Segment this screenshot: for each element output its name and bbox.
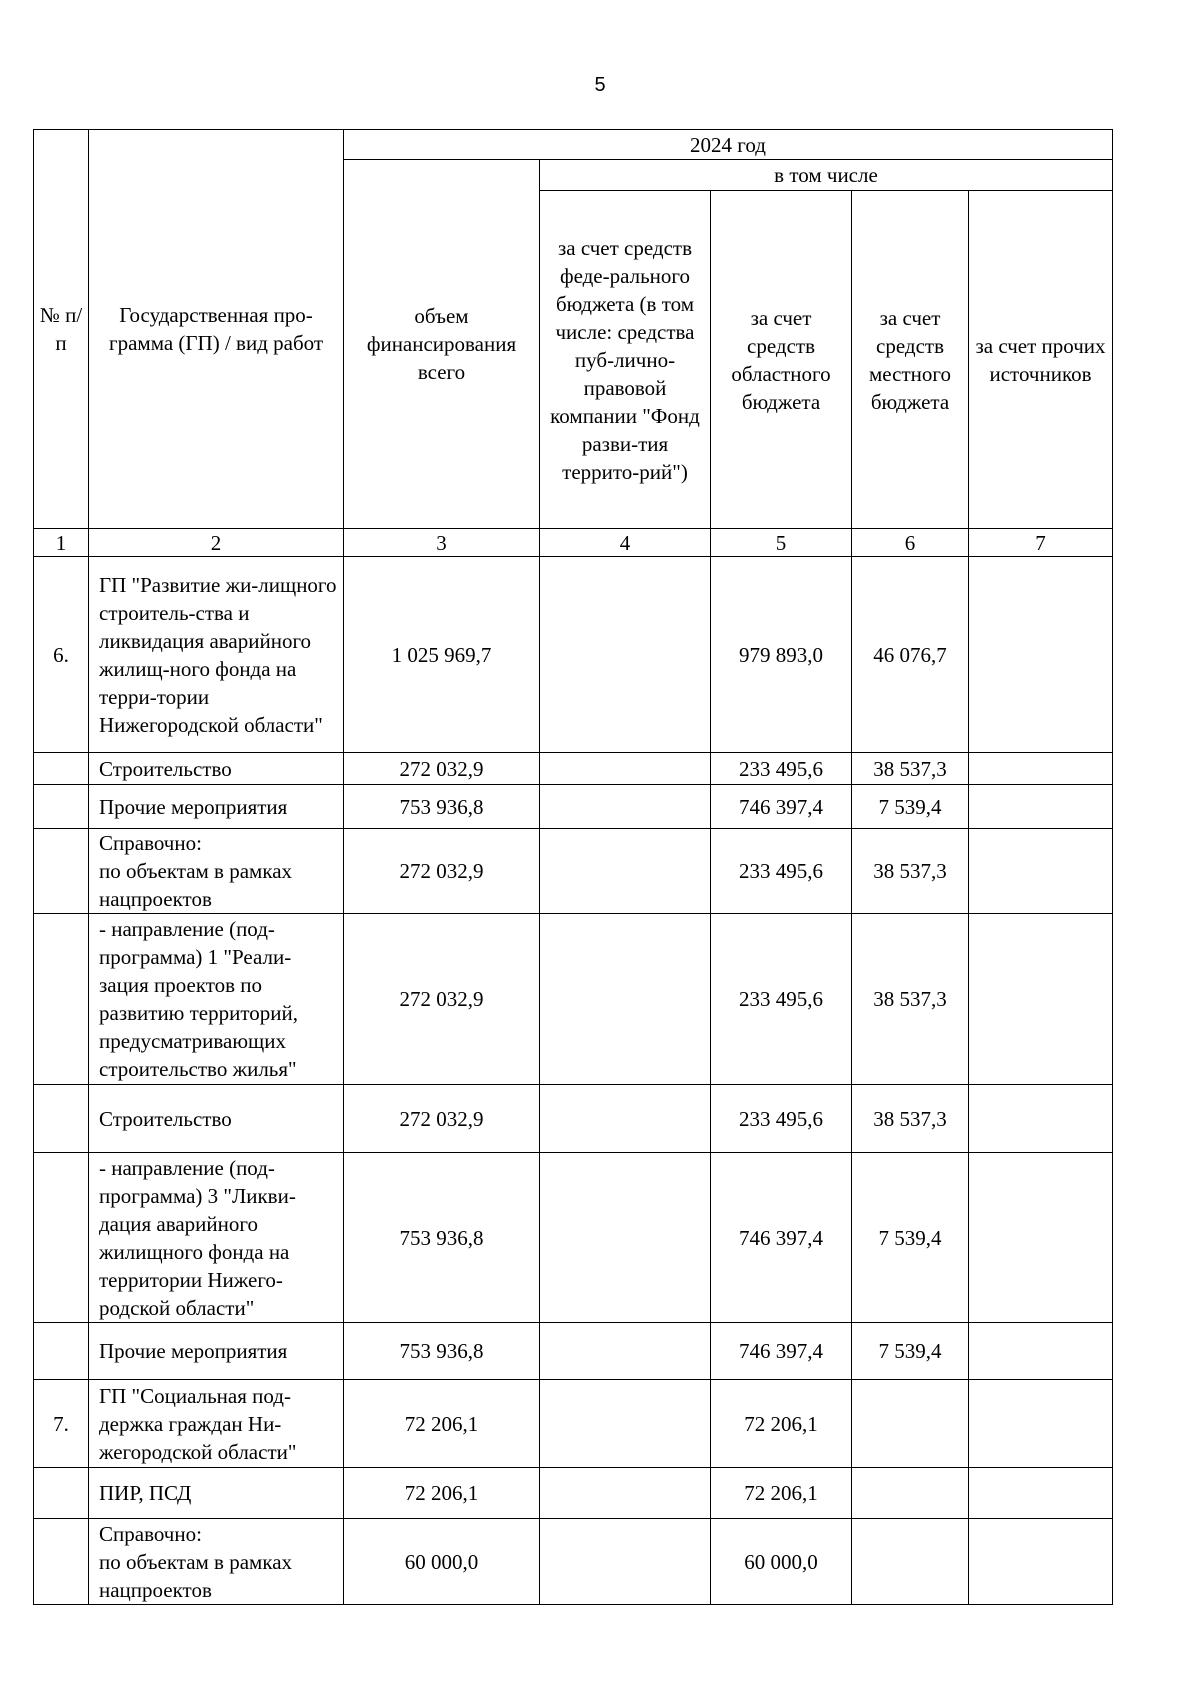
other-cell [969, 1323, 1113, 1380]
budget-table [33, 129, 1113, 1605]
header-year: 2024 год [344, 130, 1113, 160]
program-name-cell: - направление (под-программа) 3 "Ликви-дация аварийного жилищного фонда на территории Нижего-родской области" [89, 1153, 344, 1323]
index-cell: 1 [34, 529, 89, 557]
federal-cell [540, 1468, 711, 1519]
index-row [34, 529, 1113, 557]
local-cell: 38 537,3 [852, 753, 969, 785]
total-cell: 272 032,9 [344, 753, 540, 785]
local-cell [852, 1380, 969, 1468]
program-name-cell: Справочно: по объектам в рамках нацпроектов [89, 1519, 344, 1605]
program-name-cell: Строительство [89, 1085, 344, 1153]
federal-cell [540, 1085, 711, 1153]
federal-cell [540, 1153, 711, 1323]
program-name-cell: ГП "Социальная под-держка граждан Ни-жегородской области" [89, 1380, 344, 1468]
program-name-cell: - направление (под-программа) 1 "Реали-зация проектов по развитию территорий, предусматривающих строительство жилья" [89, 914, 344, 1085]
local-cell: 46 076,7 [852, 557, 969, 753]
federal-cell [540, 1380, 711, 1468]
row-number-cell [34, 1323, 89, 1380]
regional-cell: 746 397,4 [711, 785, 852, 829]
other-cell [969, 1519, 1113, 1605]
header-col-local: за счет средств местного бюджета [852, 191, 969, 529]
regional-cell: 233 495,6 [711, 914, 852, 1085]
total-cell: 753 936,8 [344, 1323, 540, 1380]
total-cell: 1 025 969,7 [344, 557, 540, 753]
other-cell [969, 753, 1113, 785]
local-cell [852, 1468, 969, 1519]
row-number-cell [34, 914, 89, 1085]
local-cell: 7 539,4 [852, 1323, 969, 1380]
local-cell [852, 1519, 969, 1605]
header-col-regional: за счет средств областного бюджета [711, 191, 852, 529]
local-cell: 38 537,3 [852, 829, 969, 914]
row-number-cell [34, 1153, 89, 1323]
other-cell [969, 1468, 1113, 1519]
table-row [34, 753, 1113, 785]
total-cell: 272 032,9 [344, 914, 540, 1085]
federal-cell [540, 557, 711, 753]
index-cell: 2 [89, 529, 344, 557]
table-row [34, 1380, 1113, 1468]
header-col-federal: за счет средств феде-рального бюджета (в том числе: средства пуб-лично-правовой компании "Фонд разви-тия террито-рий") [540, 191, 711, 529]
other-cell [969, 1153, 1113, 1323]
header-col-num: № п/п [34, 130, 89, 529]
program-name-cell: ГП "Развитие жи-лищного строитель-ства и ликвидация аварийного жилищ-ного фонда на терри-тории Нижегородской области" [89, 557, 344, 753]
local-cell: 38 537,3 [852, 1085, 969, 1153]
regional-cell: 746 397,4 [711, 1323, 852, 1380]
other-cell [969, 557, 1113, 753]
row-number-cell [34, 1085, 89, 1153]
federal-cell [540, 829, 711, 914]
row-number-cell: 7. [34, 1380, 89, 1468]
index-cell: 7 [969, 529, 1113, 557]
regional-cell: 979 893,0 [711, 557, 852, 753]
other-cell [969, 829, 1113, 914]
total-cell: 753 936,8 [344, 1153, 540, 1323]
regional-cell: 60 000,0 [711, 1519, 852, 1605]
total-cell: 753 936,8 [344, 785, 540, 829]
regional-cell: 233 495,6 [711, 753, 852, 785]
table-row [34, 785, 1113, 829]
federal-cell [540, 1323, 711, 1380]
program-name-cell: Прочие мероприятия [89, 1323, 344, 1380]
row-number-cell: 6. [34, 557, 89, 753]
total-cell: 72 206,1 [344, 1380, 540, 1468]
federal-cell [540, 1519, 711, 1605]
regional-cell: 233 495,6 [711, 829, 852, 914]
federal-cell [540, 914, 711, 1085]
index-cell: 5 [711, 529, 852, 557]
table-row [34, 1468, 1113, 1519]
header-col-total: объем финансирования всего [344, 160, 540, 529]
header-row-year [34, 130, 1113, 160]
row-number-cell [34, 753, 89, 785]
other-cell [969, 1085, 1113, 1153]
table-row [34, 914, 1113, 1085]
table-row [34, 1519, 1113, 1605]
regional-cell: 233 495,6 [711, 1085, 852, 1153]
index-cell: 3 [344, 529, 540, 557]
table-row [34, 1085, 1113, 1153]
row-number-cell [34, 1468, 89, 1519]
table-row [34, 1323, 1113, 1380]
program-name-cell: Строительство [89, 753, 344, 785]
local-cell: 7 539,4 [852, 1153, 969, 1323]
index-cell: 6 [852, 529, 969, 557]
total-cell: 272 032,9 [344, 1085, 540, 1153]
regional-cell: 72 206,1 [711, 1380, 852, 1468]
row-number-cell [34, 785, 89, 829]
row-number-cell [34, 829, 89, 914]
header-col-other: за счет прочих источников [969, 191, 1113, 529]
header-col-program: Государственная про-грамма (ГП) / вид работ [89, 130, 344, 529]
regional-cell: 72 206,1 [711, 1468, 852, 1519]
program-name-cell: ПИР, ПСД [89, 1468, 344, 1519]
other-cell [969, 914, 1113, 1085]
regional-cell: 746 397,4 [711, 1153, 852, 1323]
index-cell: 4 [540, 529, 711, 557]
row-number-cell [34, 1519, 89, 1605]
total-cell: 272 032,9 [344, 829, 540, 914]
other-cell [969, 785, 1113, 829]
program-name-cell: Справочно: по объектам в рамках нацпроектов [89, 829, 344, 914]
program-name-cell: Прочие мероприятия [89, 785, 344, 829]
other-cell [969, 1380, 1113, 1468]
federal-cell [540, 753, 711, 785]
table-row [34, 557, 1113, 753]
total-cell: 72 206,1 [344, 1468, 540, 1519]
local-cell: 7 539,4 [852, 785, 969, 829]
total-cell: 60 000,0 [344, 1519, 540, 1605]
federal-cell [540, 785, 711, 829]
header-including: в том числе [540, 160, 1113, 191]
local-cell: 38 537,3 [852, 914, 969, 1085]
page-number: 5 [594, 74, 606, 96]
table-row [34, 829, 1113, 914]
table-row [34, 1153, 1113, 1323]
